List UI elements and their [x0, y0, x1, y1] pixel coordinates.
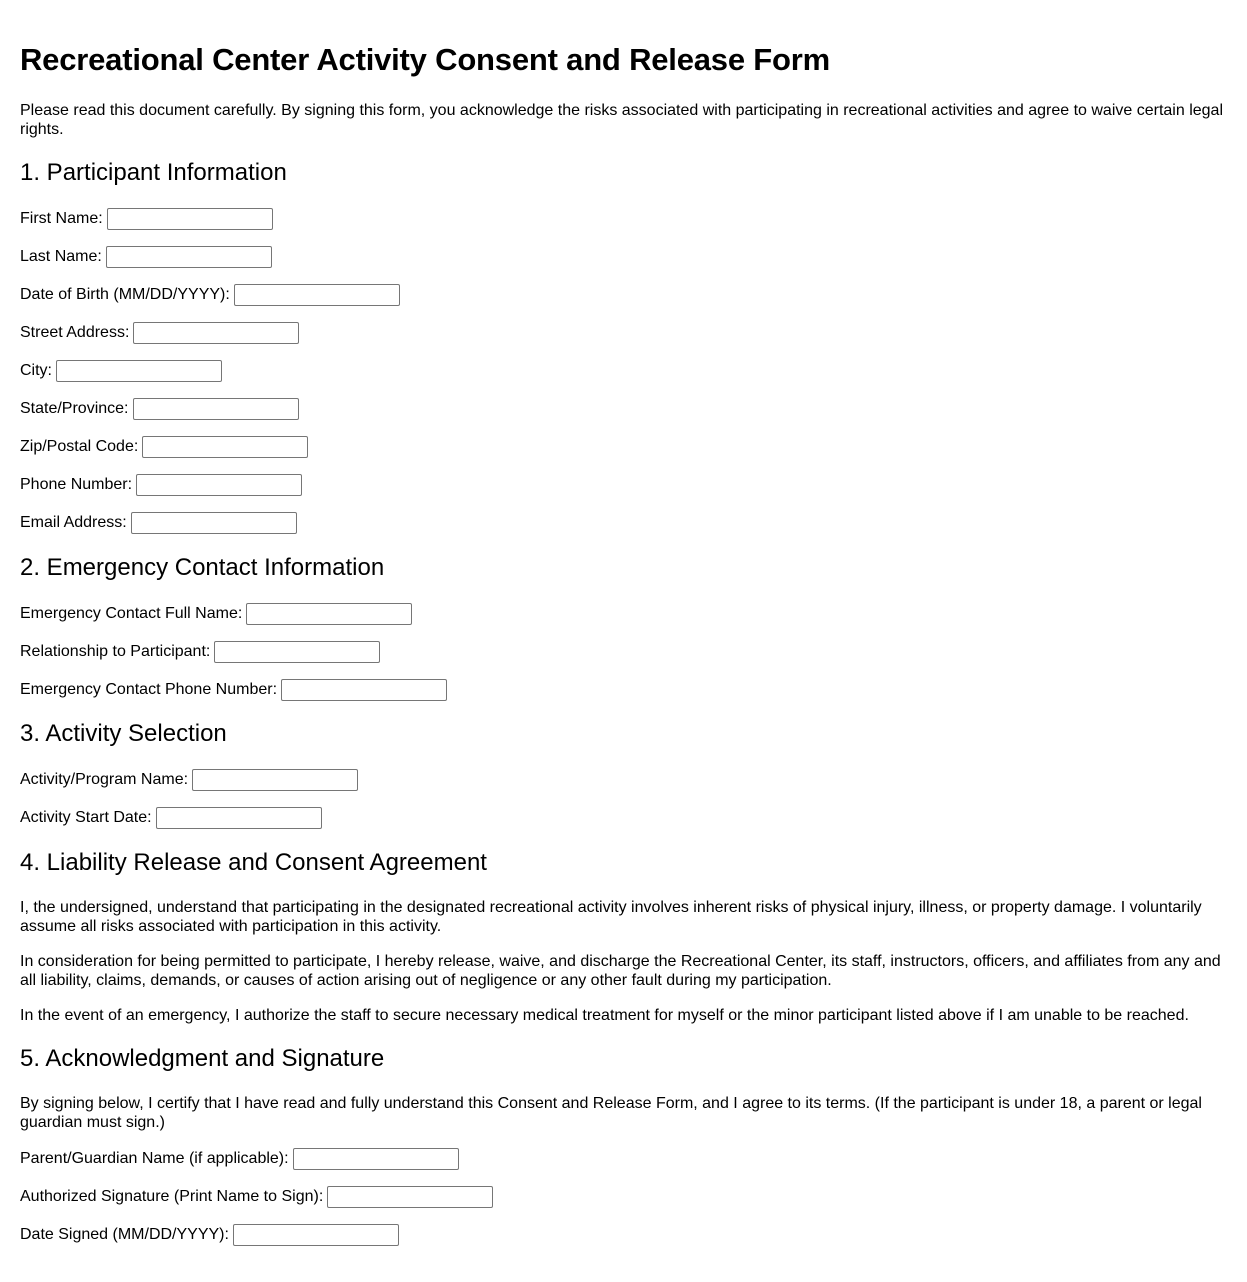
section-heading-participant: 1. Participant Information	[20, 159, 287, 186]
field-last-name	[20, 246, 272, 268]
first-name-input[interactable]	[107, 208, 273, 230]
email-address-label: Email Address:	[20, 514, 127, 531]
section-heading-liability-release: 4. Liability Release and Consent Agreement	[20, 849, 487, 876]
emergency-contact-phone-input[interactable]	[281, 679, 447, 701]
street-address-label: Street Address:	[20, 324, 130, 341]
field-activity-program-name	[20, 769, 358, 791]
authorized-signature-input[interactable]	[327, 1186, 493, 1208]
relationship-label: Relationship to Participant:	[20, 643, 211, 660]
field-zip-postal-code	[20, 436, 308, 458]
city-label: City:	[20, 362, 52, 379]
zip-postal-code-input[interactable]	[142, 436, 308, 458]
email-address-input[interactable]	[131, 512, 297, 534]
field-street-address	[20, 322, 299, 344]
date-signed-input[interactable]	[233, 1224, 399, 1246]
date-of-birth-input[interactable]	[234, 284, 400, 306]
liability-paragraph-1: I, the undersigned, understand that participating in the designated recreational activity involves inherent risks of physical injury, illness, or property damage. I voluntarily assume all risks associated with participation in this activity.	[20, 899, 1202, 935]
field-date-signed	[20, 1224, 399, 1246]
emergency-contact-name-label: Emergency Contact Full Name:	[20, 605, 243, 622]
field-first-name	[20, 208, 273, 230]
field-city	[20, 360, 222, 382]
zip-postal-code-label: Zip/Postal Code:	[20, 438, 139, 455]
intro-text: Please read this document carefully. By signing this form, you acknowledge the risks associated with participating in recreational activities and agree to waive certain legal rights.	[20, 102, 1223, 138]
phone-number-label: Phone Number:	[20, 476, 133, 493]
field-email-address	[20, 512, 297, 534]
date-signed-label: Date Signed (MM/DD/YYYY):	[20, 1226, 229, 1243]
field-authorized-signature	[20, 1186, 493, 1208]
liability-paragraph-2: In consideration for being permitted to participate, I hereby release, waive, and discharge the Recreational Center, its staff, instructors, officers, and affiliates from any and all liability, claims, demands, or causes of action arising out of negligence or any other fault during my participation.	[20, 953, 1221, 989]
field-parent-guardian-name	[20, 1148, 459, 1170]
state-province-input[interactable]	[133, 398, 299, 420]
emergency-contact-name-input[interactable]	[246, 603, 412, 625]
field-date-of-birth	[20, 284, 400, 306]
section-heading-acknowledgment: 5. Acknowledgment and Signature	[20, 1045, 385, 1072]
field-activity-start-date	[20, 807, 322, 829]
street-address-input[interactable]	[133, 322, 299, 344]
activity-program-name-input[interactable]	[192, 769, 358, 791]
emergency-contact-phone-label: Emergency Contact Phone Number:	[20, 681, 278, 698]
last-name-input[interactable]	[106, 246, 272, 268]
page-title: Recreational Center Activity Consent and Release Form	[20, 42, 830, 77]
activity-start-date-label: Activity Start Date:	[20, 809, 152, 826]
activity-program-name-label: Activity/Program Name:	[20, 771, 189, 788]
parent-guardian-name-input[interactable]	[293, 1148, 459, 1170]
parent-guardian-name-label: Parent/Guardian Name (if applicable):	[20, 1150, 289, 1167]
state-province-label: State/Province:	[20, 400, 129, 417]
section-heading-activity-selection: 3. Activity Selection	[20, 720, 227, 747]
city-input[interactable]	[56, 360, 222, 382]
activity-start-date-input[interactable]	[156, 807, 322, 829]
first-name-label: First Name:	[20, 210, 103, 227]
date-of-birth-label: Date of Birth (MM/DD/YYYY):	[20, 286, 230, 303]
section-heading-emergency-contact: 2. Emergency Contact Information	[20, 554, 385, 581]
relationship-input[interactable]	[214, 641, 380, 663]
field-relationship	[20, 641, 380, 663]
field-phone-number	[20, 474, 302, 496]
liability-paragraph-3: In the event of an emergency, I authorize the staff to secure necessary medical treatment for myself or the minor participant listed above if I am unable to be reached.	[20, 1007, 1189, 1024]
phone-number-input[interactable]	[136, 474, 302, 496]
authorized-signature-label: Authorized Signature (Print Name to Sign):	[20, 1188, 324, 1205]
field-emergency-contact-name	[20, 603, 412, 625]
field-emergency-contact-phone	[20, 679, 447, 701]
field-state-province	[20, 398, 299, 420]
acknowledgment-paragraph: By signing below, I certify that I have read and fully understand this Consent and Release Form, and I agree to its terms. (If the participant is under 18, a parent or legal guardian must sign.)	[20, 1095, 1202, 1131]
last-name-label: Last Name:	[20, 248, 102, 265]
